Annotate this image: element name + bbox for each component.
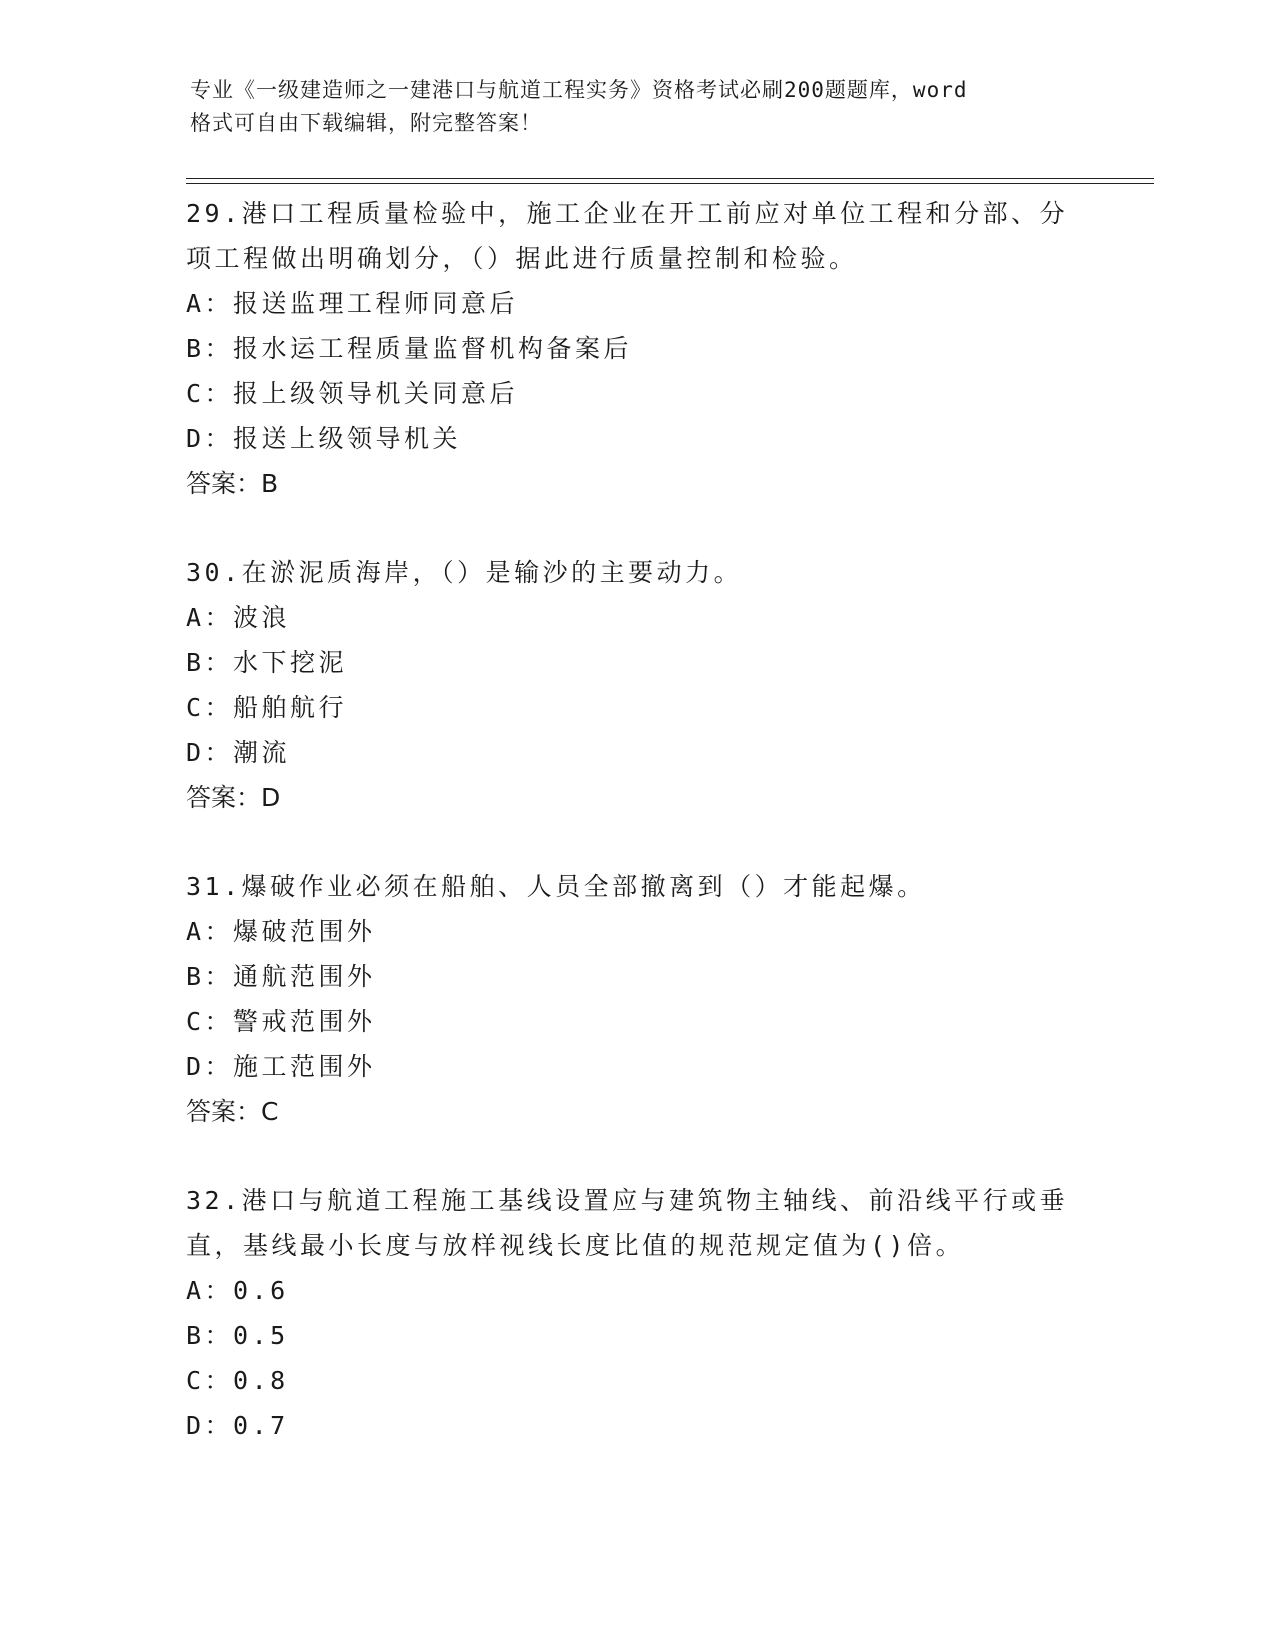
header-line-1: 专业《一级建造师之一建港口与航道工程实务》资格考试必刷200题题库，word <box>190 78 968 102</box>
option-d: D：施工范围外 <box>186 1052 376 1081</box>
option-c: C：船舶航行 <box>186 693 348 722</box>
option-a: A：报送监理工程师同意后 <box>186 289 519 318</box>
question-stem-line: 31.爆破作业必须在船舶、人员全部撤离到（）才能起爆。 <box>186 872 926 901</box>
question-stem-line: 直，基线最小长度与放样视线长度比值的规范规定值为()倍。 <box>186 1231 965 1260</box>
question-30 <box>186 550 1086 820</box>
option-c: C：报上级领导机关同意后 <box>186 379 519 408</box>
question-29 <box>186 191 1086 506</box>
option-c: C：警戒范围外 <box>186 1007 376 1036</box>
option-d: D：0.7 <box>186 1411 289 1440</box>
option-a: A：0.6 <box>186 1276 289 1305</box>
header-divider-top <box>186 178 1154 179</box>
question-stem-line: 项工程做出明确划分，（）据此进行质量控制和检验。 <box>186 244 858 273</box>
answer-line: 答案：B <box>186 469 279 498</box>
option-b: B：0.5 <box>186 1321 289 1350</box>
option-c: C：0.8 <box>186 1366 289 1395</box>
question-31 <box>186 864 1086 1134</box>
question-32 <box>186 1178 1086 1448</box>
option-b: B：通航范围外 <box>186 962 376 991</box>
question-stem-line: 32.港口与航道工程施工基线设置应与建筑物主轴线、前沿线平行或垂 <box>186 1186 1069 1215</box>
option-a: A：爆破范围外 <box>186 917 376 946</box>
header-divider-bottom <box>186 183 1154 184</box>
option-d: D：潮流 <box>186 738 291 767</box>
header-line-2: 格式可自由下载编辑，附完整答案！ <box>190 111 542 135</box>
option-d: D：报送上级领导机关 <box>186 424 462 453</box>
question-list <box>186 191 1086 1492</box>
question-stem-line: 29.港口工程质量检验中，施工企业在开工前应对单位工程和分部、分 <box>186 199 1069 228</box>
answer-line: 答案：C <box>186 1097 279 1126</box>
option-b: B：水下挖泥 <box>186 648 348 677</box>
question-stem-line: 30.在淤泥质海岸，（）是输沙的主要动力。 <box>186 558 743 587</box>
answer-line: 答案：D <box>186 783 281 812</box>
option-a: A：波浪 <box>186 603 291 632</box>
option-b: B：报水运工程质量监督机构备案后 <box>186 334 633 363</box>
document-header <box>190 74 1070 140</box>
